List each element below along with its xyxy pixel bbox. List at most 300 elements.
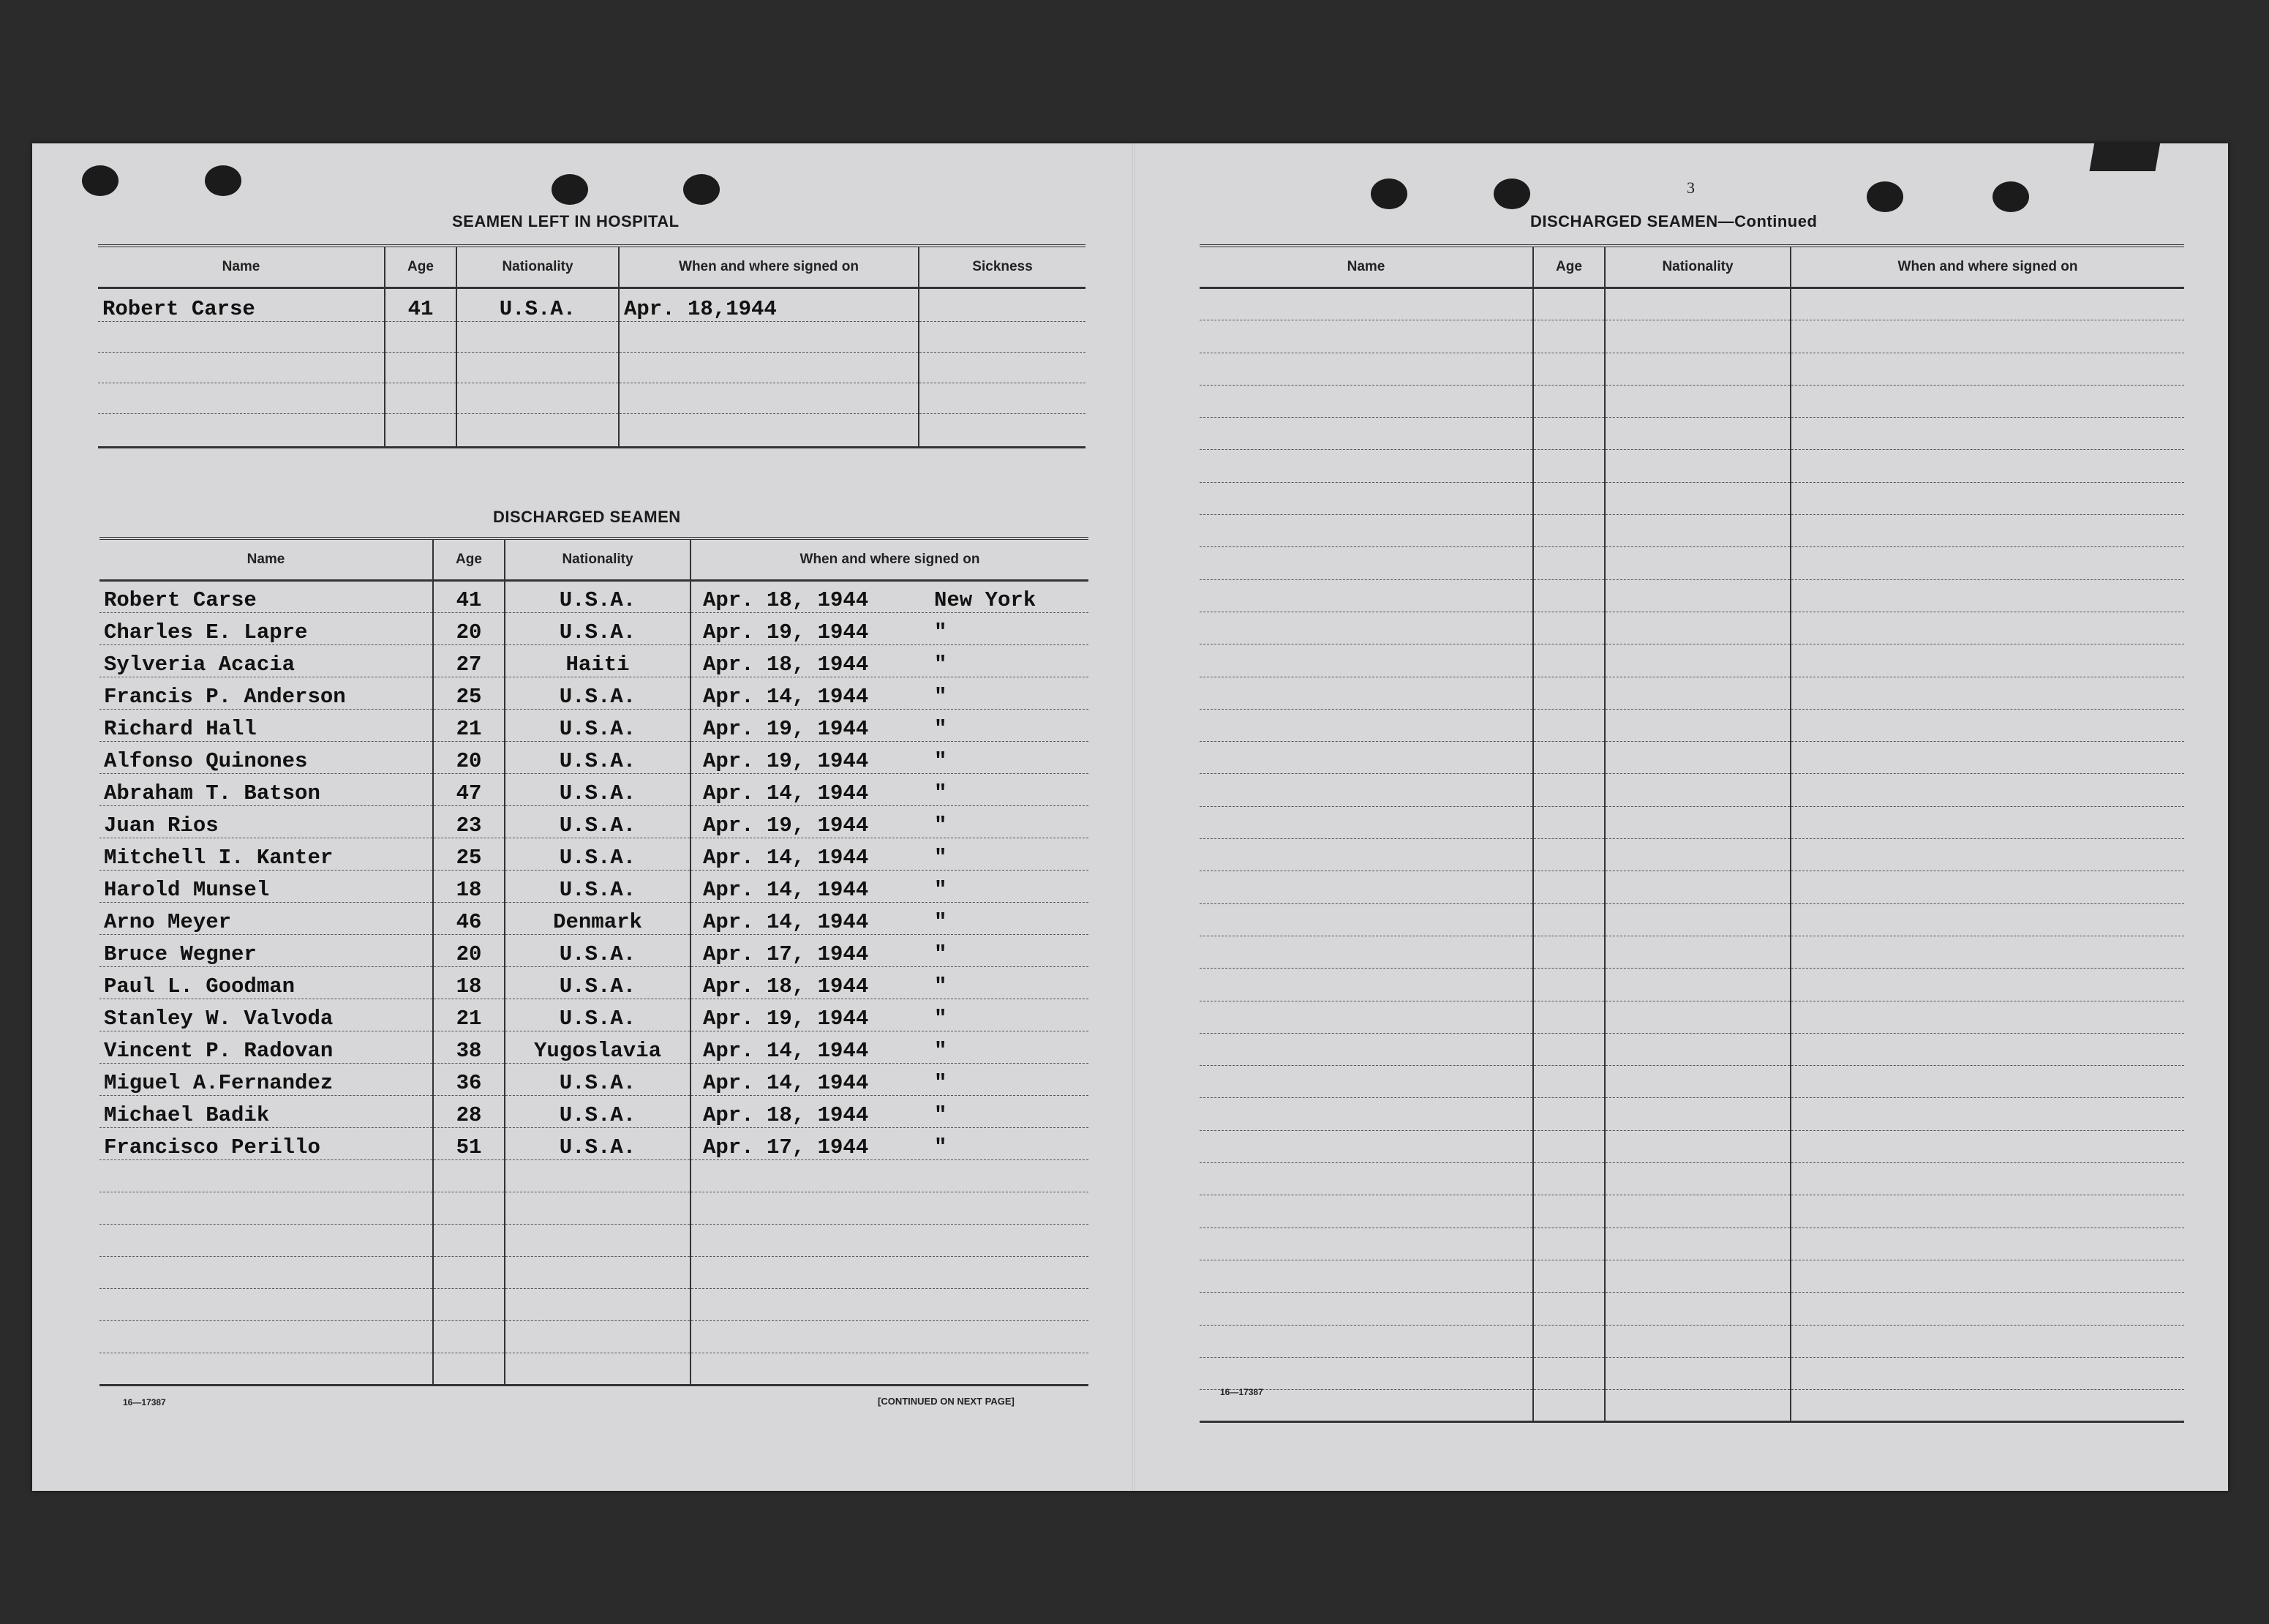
empty-cell: [1200, 774, 1533, 806]
seaman-name-cell: Miguel A.Fernandez: [99, 1064, 433, 1096]
seaman-signed-date: Apr. 18, 1944: [703, 974, 869, 999]
empty-cell: [1200, 1195, 1533, 1228]
empty-cell: [1605, 418, 1791, 450]
empty-cell: [1791, 1228, 2184, 1260]
seaman-name-cell: [99, 1289, 433, 1321]
empty-cell: [1791, 612, 2184, 644]
empty-cell: [1791, 969, 2184, 1001]
empty-cell: [1200, 1228, 1533, 1260]
discharged-header-name: Name: [99, 538, 433, 581]
empty-cell: [1605, 644, 1791, 677]
table-row: [1200, 320, 2184, 353]
seaman-age-cell: [433, 1321, 505, 1353]
empty-cell: [1605, 1098, 1791, 1130]
seaman-name-cell: Bruce Wegner: [99, 935, 433, 967]
empty-cell: [1605, 288, 1791, 320]
table-row: [99, 581, 1088, 613]
seaman-name-cell: Arno Meyer: [99, 903, 433, 935]
seaman-age-cell: 18: [433, 967, 505, 999]
seaman-signed-cell: [691, 1257, 1088, 1289]
empty-cell: [1200, 839, 1533, 871]
seaman-signed-place: ": [934, 974, 947, 999]
table-row: [1200, 1001, 2184, 1033]
seaman-name-cell: Harold Munsel: [99, 871, 433, 903]
seaman-signed-date: Apr. 14, 1944: [703, 878, 869, 902]
seaman-signed-date: Apr. 14, 1944: [703, 685, 869, 709]
table-row: [1200, 1098, 2184, 1130]
empty-cell: [1533, 1098, 1605, 1130]
empty-cell: [1605, 1357, 1791, 1389]
seaman-age-cell: 38: [433, 1031, 505, 1064]
empty-cell: [1533, 1293, 1605, 1325]
seaman-nationality-cell: [505, 1160, 691, 1192]
seaman-nationality-cell: [505, 1289, 691, 1321]
seaman-nationality-cell: U.S.A.: [505, 935, 691, 967]
empty-cell: [1533, 1033, 1605, 1065]
empty-cell: [1791, 806, 2184, 838]
seaman-age-cell: [433, 1353, 505, 1386]
table-row: [1200, 547, 2184, 579]
seaman-age-cell: 23: [433, 806, 505, 838]
empty-cell: [1791, 871, 2184, 903]
empty-cell: [1605, 1195, 1791, 1228]
empty-cell: [1533, 677, 1605, 709]
seaman-signed-date: Apr. 14, 1944: [703, 781, 869, 805]
empty-cell: [1791, 547, 2184, 579]
seaman-age-cell: [433, 1225, 505, 1257]
empty-cell: [1533, 1066, 1605, 1098]
seaman-signed-place: ": [934, 813, 947, 838]
table-row: [1200, 1293, 2184, 1325]
table-row: [99, 1031, 1088, 1064]
seaman-signed-place: ": [934, 846, 947, 870]
empty-cell: [1791, 1325, 2184, 1357]
seaman-nationality-cell: Denmark: [505, 903, 691, 935]
empty-cell: [1200, 515, 1533, 547]
seaman-age-cell: [433, 1257, 505, 1289]
seaman-name-cell: Paul L. Goodman: [99, 967, 433, 999]
empty-cell: [1605, 677, 1791, 709]
empty-cell: [1200, 1293, 1533, 1325]
empty-cell: [1533, 871, 1605, 903]
seaman-name-cell: Michael Badik: [99, 1096, 433, 1128]
seaman-name-cell: [99, 1353, 433, 1386]
empty-cell: [1791, 288, 2184, 320]
empty-cell: [1605, 903, 1791, 936]
seaman-name-cell: Juan Rios: [99, 806, 433, 838]
table-row: [99, 1289, 1088, 1321]
empty-cell: [1533, 288, 1605, 320]
empty-cell: [1533, 1228, 1605, 1260]
empty-cell: [1200, 1357, 1533, 1389]
empty-cell: [1200, 418, 1533, 450]
empty-cell: [1200, 1033, 1533, 1065]
page-fold: [1132, 143, 1135, 1491]
seaman-signed-date: Apr. 19, 1944: [703, 717, 869, 741]
empty-cell: [1200, 969, 1533, 1001]
seaman-signed-cell: [691, 1031, 1088, 1064]
seaman-signed-date: Apr. 17, 1944: [703, 1135, 869, 1159]
empty-cell: [1533, 1390, 1605, 1422]
seaman-nationality-cell: Haiti: [505, 645, 691, 677]
torn-corner: [2089, 142, 2160, 171]
empty-cell: [1533, 1163, 1605, 1195]
hospital-header-age: Age: [385, 246, 456, 288]
table-row: [99, 677, 1088, 710]
seaman-signed-place: ": [934, 1071, 947, 1095]
table-row: [99, 838, 1088, 871]
seaman-signed-cell: [691, 1096, 1088, 1128]
seaman-signed-cell: [691, 806, 1088, 838]
seaman-signed-cell: [691, 999, 1088, 1031]
table-row: [1200, 806, 2184, 838]
discharged-header-signed-on: When and where signed on: [691, 538, 1088, 581]
seaman-age-cell: 25: [433, 677, 505, 710]
seaman-signed-cell: [691, 1321, 1088, 1353]
seaman-nationality-cell: [505, 1225, 691, 1257]
empty-cell: [1605, 1228, 1791, 1260]
seaman-name-cell: Charles E. Lapre: [99, 613, 433, 645]
empty-cell: [1791, 936, 2184, 968]
empty-cell: [1605, 936, 1791, 968]
table-row: [99, 999, 1088, 1031]
empty-cell: [1200, 1163, 1533, 1195]
empty-cell: [1791, 353, 2184, 385]
seaman-nationality-cell: [505, 1321, 691, 1353]
seaman-signed-date: Apr. 19, 1944: [703, 749, 869, 773]
empty-cell: [1200, 903, 1533, 936]
empty-cell: [1791, 1357, 2184, 1389]
table-row: [1200, 1325, 2184, 1357]
table-row: [99, 1128, 1088, 1160]
empty-cell: [1791, 709, 2184, 741]
hospital-header-nationality: Nationality: [456, 246, 619, 288]
seaman-name-cell: [99, 1160, 433, 1192]
empty-cell: [1605, 1325, 1791, 1357]
empty-cell: [1605, 1163, 1791, 1195]
table-row: [99, 967, 1088, 999]
seaman-nationality-cell: [505, 1353, 691, 1386]
table-row: [99, 903, 1088, 935]
table-row: [98, 322, 1085, 353]
punch-hole: [1993, 181, 2029, 212]
seaman-age-cell: 18: [433, 871, 505, 903]
empty-cell: [1605, 1066, 1791, 1098]
table-row: [1200, 1390, 2184, 1422]
seaman-signed-cell: [691, 581, 1088, 613]
empty-cell: [1533, 547, 1605, 579]
table-row: [1200, 1195, 2184, 1228]
table-row: [1200, 450, 2184, 482]
table-row: [99, 871, 1088, 903]
table-row: [1200, 1357, 2184, 1389]
empty-cell: [1791, 1130, 2184, 1162]
seaman-nationality-cell: U.S.A.: [505, 613, 691, 645]
continued-body: [1200, 288, 2184, 1422]
seaman-age-cell: 28: [433, 1096, 505, 1128]
table-row: [1200, 1033, 2184, 1065]
table-row: [99, 1225, 1088, 1257]
empty-cell: [1533, 806, 1605, 838]
table-row: [1200, 677, 2184, 709]
punch-hole: [683, 174, 720, 205]
seaman-signed-date: Apr. 18, 1944: [703, 653, 869, 677]
seaman-nationality-cell: U.S.A.: [505, 677, 691, 710]
seaman-signed-cell: [691, 645, 1088, 677]
hospital-section-title: SEAMEN LEFT IN HOSPITAL: [452, 212, 680, 230]
seaman-nationality-cell: U.S.A.: [505, 581, 691, 613]
empty-cell: [1200, 1098, 1533, 1130]
table-row: [1200, 742, 2184, 774]
seaman-signed-cell: [691, 1289, 1088, 1321]
discharged-header-age: Age: [433, 538, 505, 581]
empty-cell: [1200, 644, 1533, 677]
seaman-signed-place: ": [934, 1007, 947, 1031]
empty-cell: [1533, 612, 1605, 644]
seaman-nationality-cell: U.S.A.: [505, 967, 691, 999]
table-row: [99, 1192, 1088, 1225]
seaman-signed-cell: [691, 613, 1088, 645]
seaman-signed-cell: [691, 1064, 1088, 1096]
empty-cell: [1605, 515, 1791, 547]
punch-hole: [1371, 178, 1407, 209]
empty-cell: [1605, 353, 1791, 385]
hospital-age-cell: 41: [385, 288, 456, 322]
seaman-signed-date: Apr. 19, 1944: [703, 1007, 869, 1031]
seaman-signed-date: Apr. 14, 1944: [703, 1039, 869, 1063]
table-row: [1200, 1260, 2184, 1292]
empty-cell: [1605, 806, 1791, 838]
empty-cell: [1791, 742, 2184, 774]
seaman-signed-cell: [691, 774, 1088, 806]
table-row: [1200, 482, 2184, 514]
empty-cell: [1200, 579, 1533, 612]
empty-cell: [1605, 579, 1791, 612]
empty-cell: [1791, 1293, 2184, 1325]
empty-cell: [1200, 806, 1533, 838]
empty-cell: [1791, 903, 2184, 936]
seaman-age-cell: 41: [433, 581, 505, 613]
empty-cell: [1791, 677, 2184, 709]
table-row: [98, 288, 1085, 322]
empty-cell: [1200, 1130, 1533, 1162]
table-row: [99, 1160, 1088, 1192]
seaman-name-cell: Stanley W. Valvoda: [99, 999, 433, 1031]
table-row: [1200, 418, 2184, 450]
seaman-age-cell: 20: [433, 935, 505, 967]
empty-cell: [1200, 871, 1533, 903]
empty-cell: [1791, 515, 2184, 547]
table-row: [99, 742, 1088, 774]
form-code-right: 16—17387: [1220, 1387, 1263, 1397]
continued-header-nationality: Nationality: [1605, 246, 1791, 288]
seaman-name-cell: [99, 1225, 433, 1257]
seaman-nationality-cell: U.S.A.: [505, 774, 691, 806]
seaman-signed-date: Apr. 14, 1944: [703, 1071, 869, 1095]
empty-cell: [1791, 450, 2184, 482]
empty-cell: [1605, 742, 1791, 774]
seaman-name-cell: Mitchell I. Kanter: [99, 838, 433, 871]
seaman-signed-place: ": [934, 781, 947, 805]
seaman-age-cell: 20: [433, 742, 505, 774]
seaman-signed-cell: [691, 935, 1088, 967]
continued-header-name: Name: [1200, 246, 1533, 288]
table-row: [98, 383, 1085, 414]
hospital-header-name: Name: [98, 246, 385, 288]
empty-cell: [1200, 385, 1533, 417]
seaman-signed-place: ": [934, 1039, 947, 1063]
continued-header-age: Age: [1533, 246, 1605, 288]
seaman-nationality-cell: U.S.A.: [505, 1128, 691, 1160]
seaman-signed-place: ": [934, 910, 947, 934]
empty-cell: [1791, 1163, 2184, 1195]
table-row: [1200, 612, 2184, 644]
table-row: [1200, 515, 2184, 547]
seaman-name-cell: Francisco Perillo: [99, 1128, 433, 1160]
empty-cell: [1533, 774, 1605, 806]
empty-cell: [1200, 353, 1533, 385]
empty-cell: [1200, 709, 1533, 741]
empty-cell: [1200, 547, 1533, 579]
empty-cell: [1791, 1066, 2184, 1098]
table-row: [1200, 1066, 2184, 1098]
table-row: [1200, 774, 2184, 806]
empty-cell: [1533, 1001, 1605, 1033]
seaman-nationality-cell: U.S.A.: [505, 1064, 691, 1096]
empty-cell: [1605, 1260, 1791, 1292]
seaman-name-cell: Sylveria Acacia: [99, 645, 433, 677]
table-row: [1200, 385, 2184, 417]
empty-cell: [1200, 450, 1533, 482]
empty-cell: [1200, 1001, 1533, 1033]
document-sheet: [32, 143, 2228, 1491]
seaman-nationality-cell: U.S.A.: [505, 871, 691, 903]
hospital-sickness-cell: [919, 288, 1085, 322]
table-row: [1200, 839, 2184, 871]
empty-cell: [1533, 515, 1605, 547]
table-row: [99, 806, 1088, 838]
seaman-signed-date: Apr. 19, 1944: [703, 620, 869, 644]
form-code: 16—17387: [123, 1397, 166, 1407]
empty-cell: [1791, 482, 2184, 514]
discharged-table: [99, 537, 1088, 1386]
seaman-age-cell: 21: [433, 999, 505, 1031]
empty-cell: [1200, 936, 1533, 968]
empty-cell: [1605, 1293, 1791, 1325]
table-row: [99, 1353, 1088, 1386]
seaman-signed-cell: [691, 903, 1088, 935]
table-row: [1200, 709, 2184, 741]
empty-cell: [1533, 903, 1605, 936]
seaman-name-cell: Richard Hall: [99, 710, 433, 742]
empty-cell: [1533, 709, 1605, 741]
empty-cell: [1605, 450, 1791, 482]
seaman-name-cell: Alfonso Quinones: [99, 742, 433, 774]
table-row: [1200, 353, 2184, 385]
hospital-header-signed-on: When and where signed on: [619, 246, 919, 288]
table-row: [1200, 288, 2184, 320]
seaman-signed-date: Apr. 19, 1944: [703, 813, 869, 838]
seaman-age-cell: 25: [433, 838, 505, 871]
empty-cell: [1200, 1325, 1533, 1357]
hospital-table: [98, 244, 1085, 448]
table-row: [1200, 903, 2184, 936]
empty-cell: [1791, 385, 2184, 417]
empty-cell: [1605, 1390, 1791, 1422]
empty-cell: [1533, 969, 1605, 1001]
seaman-age-cell: 21: [433, 710, 505, 742]
seaman-signed-place: ": [934, 685, 947, 709]
hospital-nationality-cell: U.S.A.: [456, 288, 619, 322]
seaman-signed-date: Apr. 18, 1944: [703, 1103, 869, 1127]
empty-cell: [1533, 1130, 1605, 1162]
empty-cell: [1533, 482, 1605, 514]
punch-hole: [1867, 181, 1903, 212]
empty-cell: [1533, 1325, 1605, 1357]
seaman-nationality-cell: [505, 1257, 691, 1289]
seaman-signed-cell: [691, 871, 1088, 903]
seaman-signed-cell: [691, 1225, 1088, 1257]
empty-cell: [1605, 839, 1791, 871]
seaman-nationality-cell: U.S.A.: [505, 999, 691, 1031]
table-row: [99, 1064, 1088, 1096]
empty-cell: [1605, 385, 1791, 417]
seaman-signed-place: New York: [934, 588, 1036, 612]
empty-cell: [1200, 677, 1533, 709]
page-number: 3: [1687, 178, 1695, 197]
continued-note: [CONTINUED ON NEXT PAGE]: [878, 1396, 1015, 1407]
seaman-name-cell: Abraham T. Batson: [99, 774, 433, 806]
empty-cell: [1791, 1195, 2184, 1228]
empty-cell: [1605, 969, 1791, 1001]
seaman-signed-date: Apr. 14, 1944: [703, 910, 869, 934]
table-row: [99, 645, 1088, 677]
table-row: [99, 1096, 1088, 1128]
empty-cell: [1200, 1260, 1533, 1292]
seaman-signed-cell: [691, 967, 1088, 999]
empty-cell: [1533, 353, 1605, 385]
empty-cell: [1791, 1033, 2184, 1065]
empty-cell: [1791, 774, 2184, 806]
table-row: [98, 353, 1085, 383]
seaman-name-cell: [99, 1321, 433, 1353]
continued-table: [1200, 244, 2184, 1423]
empty-cell: [1533, 936, 1605, 968]
seaman-signed-cell: [691, 677, 1088, 710]
seaman-nationality-cell: U.S.A.: [505, 806, 691, 838]
table-row: [99, 1257, 1088, 1289]
table-row: [1200, 644, 2184, 677]
punch-hole: [1494, 178, 1530, 209]
empty-cell: [1533, 450, 1605, 482]
table-row: [99, 1321, 1088, 1353]
empty-cell: [1605, 1001, 1791, 1033]
hospital-header-sickness: Sickness: [919, 246, 1085, 288]
seaman-signed-cell: [691, 838, 1088, 871]
seaman-nationality-cell: Yugoslavia: [505, 1031, 691, 1064]
seaman-signed-date: Apr. 17, 1944: [703, 942, 869, 966]
discharged-section-title: DISCHARGED SEAMEN: [493, 508, 681, 526]
empty-cell: [1605, 774, 1791, 806]
empty-cell: [1605, 547, 1791, 579]
seaman-nationality-cell: U.S.A.: [505, 1096, 691, 1128]
continued-section-title: DISCHARGED SEAMEN—Continued: [1530, 212, 1818, 230]
seaman-signed-cell: [691, 710, 1088, 742]
empty-cell: [1791, 1001, 2184, 1033]
empty-cell: [1605, 612, 1791, 644]
empty-cell: [1605, 709, 1791, 741]
empty-cell: [1605, 1033, 1791, 1065]
